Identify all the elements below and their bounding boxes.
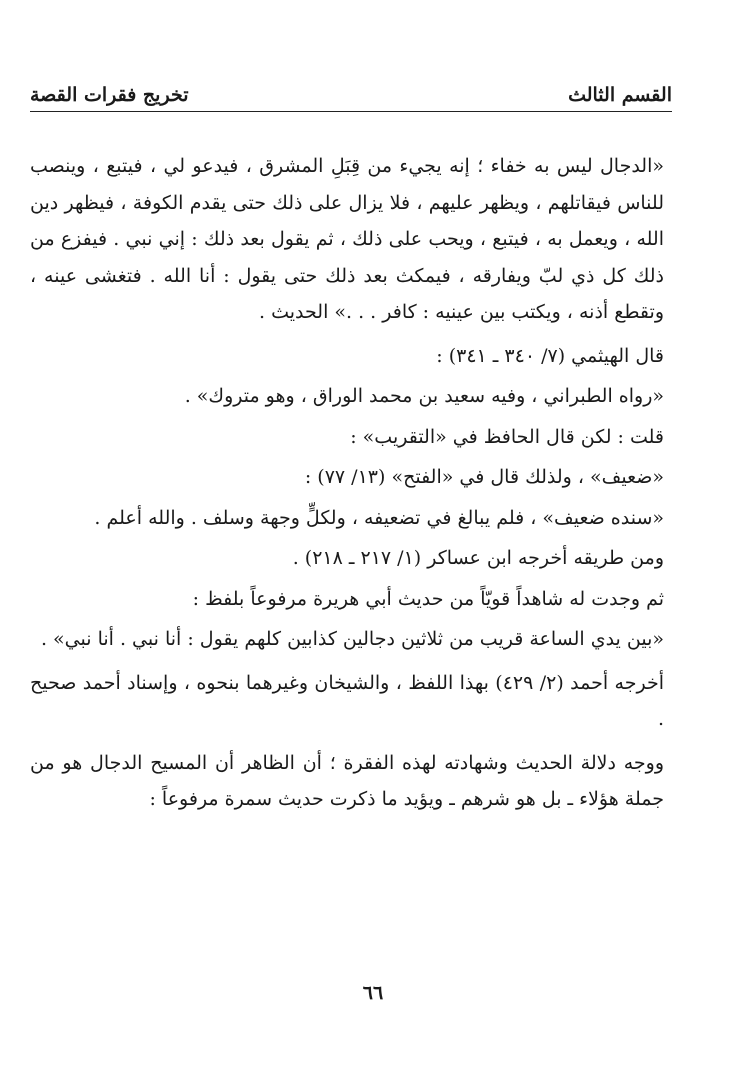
taqrib-note: قلت : لكن قال الحافظ في «التقريب» : [350, 425, 664, 448]
chapter-title: تخريج فقرات القصة [30, 84, 189, 106]
header-rule [30, 111, 672, 112]
abu-hurayra-hadith: «بين يدي الساعة قريب من ثلاثين دجالين كذابين كلهم يقول : أنا نبي . أنا نبي» . [40, 628, 664, 650]
running-header [30, 72, 672, 106]
hadith-text-paragraph: «الدجال ليس به خفاء ؛ إنه يجيء من قِبَلِ المشرق ، فيدعو لي ، فيتبع ، وينصب للناس فيقاتلهم ، ويظهر عليهم ، فلا يزال على ذلك حتى يقدم الكوفة ، فيظهر دين الله ، ويعمل به ، فيتبع ، ويحب على ذلك ، ثم يقول بعد ذلك : إني نبي . فيفزع من ذلك كل ذي لبّ ويفارقه ، فيمكث بعد ذلك حتى يقول : أنا الله . فتغشى عينه ، وتقطع أذنه ، ويكتب بين عينيه : كافر . . .» الحديث . [30, 155, 664, 323]
haythami-citation: قال الهيثمي (٧/ ٣٤٠ ـ ٣٤١) : [436, 344, 664, 367]
ahmad-takhrij: أخرجه أحمد (٢/ ٤٢٩) بهذا اللفظ ، والشيخان وغيرهما بنحوه ، وإسناد أحمد صحيح . [30, 671, 664, 730]
ibn-asakir-note: ومن طريقه أخرجه ابن عساكر (١/ ٢١٧ ـ ٢١٨) . [292, 547, 664, 569]
tabarani-quote: «رواه الطبراني ، وفيه سعيد بن محمد الوراق ، وهو متروك» . [184, 385, 664, 407]
fath-note: «ضعيف» ، ولذلك قال في «الفتح» (١٣/ ٧٧) : [304, 466, 664, 488]
page-number: ٦٦ [362, 982, 384, 1004]
body-text [30, 148, 664, 825]
dalala-paragraph: ووجه دلالة الحديث وشهادته لهذه الفقرة ؛ أن الظاهر أن المسيح الدجال هو من جملة هؤلاء ـ بل هو شرهم ـ ويؤيد ما ذكرت حديث سمرة مرفوعاً : [30, 751, 664, 810]
shahid-intro: ثم وجدت له شاهداً قويّاً من حديث أبي هريرة مرفوعاً بلفظ : [192, 587, 664, 610]
section-title: القسم الثالث [568, 84, 672, 106]
isnad-weak-note: «سنده ضعيف» ، فلم يبالغ في تضعيفه ، ولكلٍّ وجهة وسلف . والله أعلم . [94, 506, 664, 529]
